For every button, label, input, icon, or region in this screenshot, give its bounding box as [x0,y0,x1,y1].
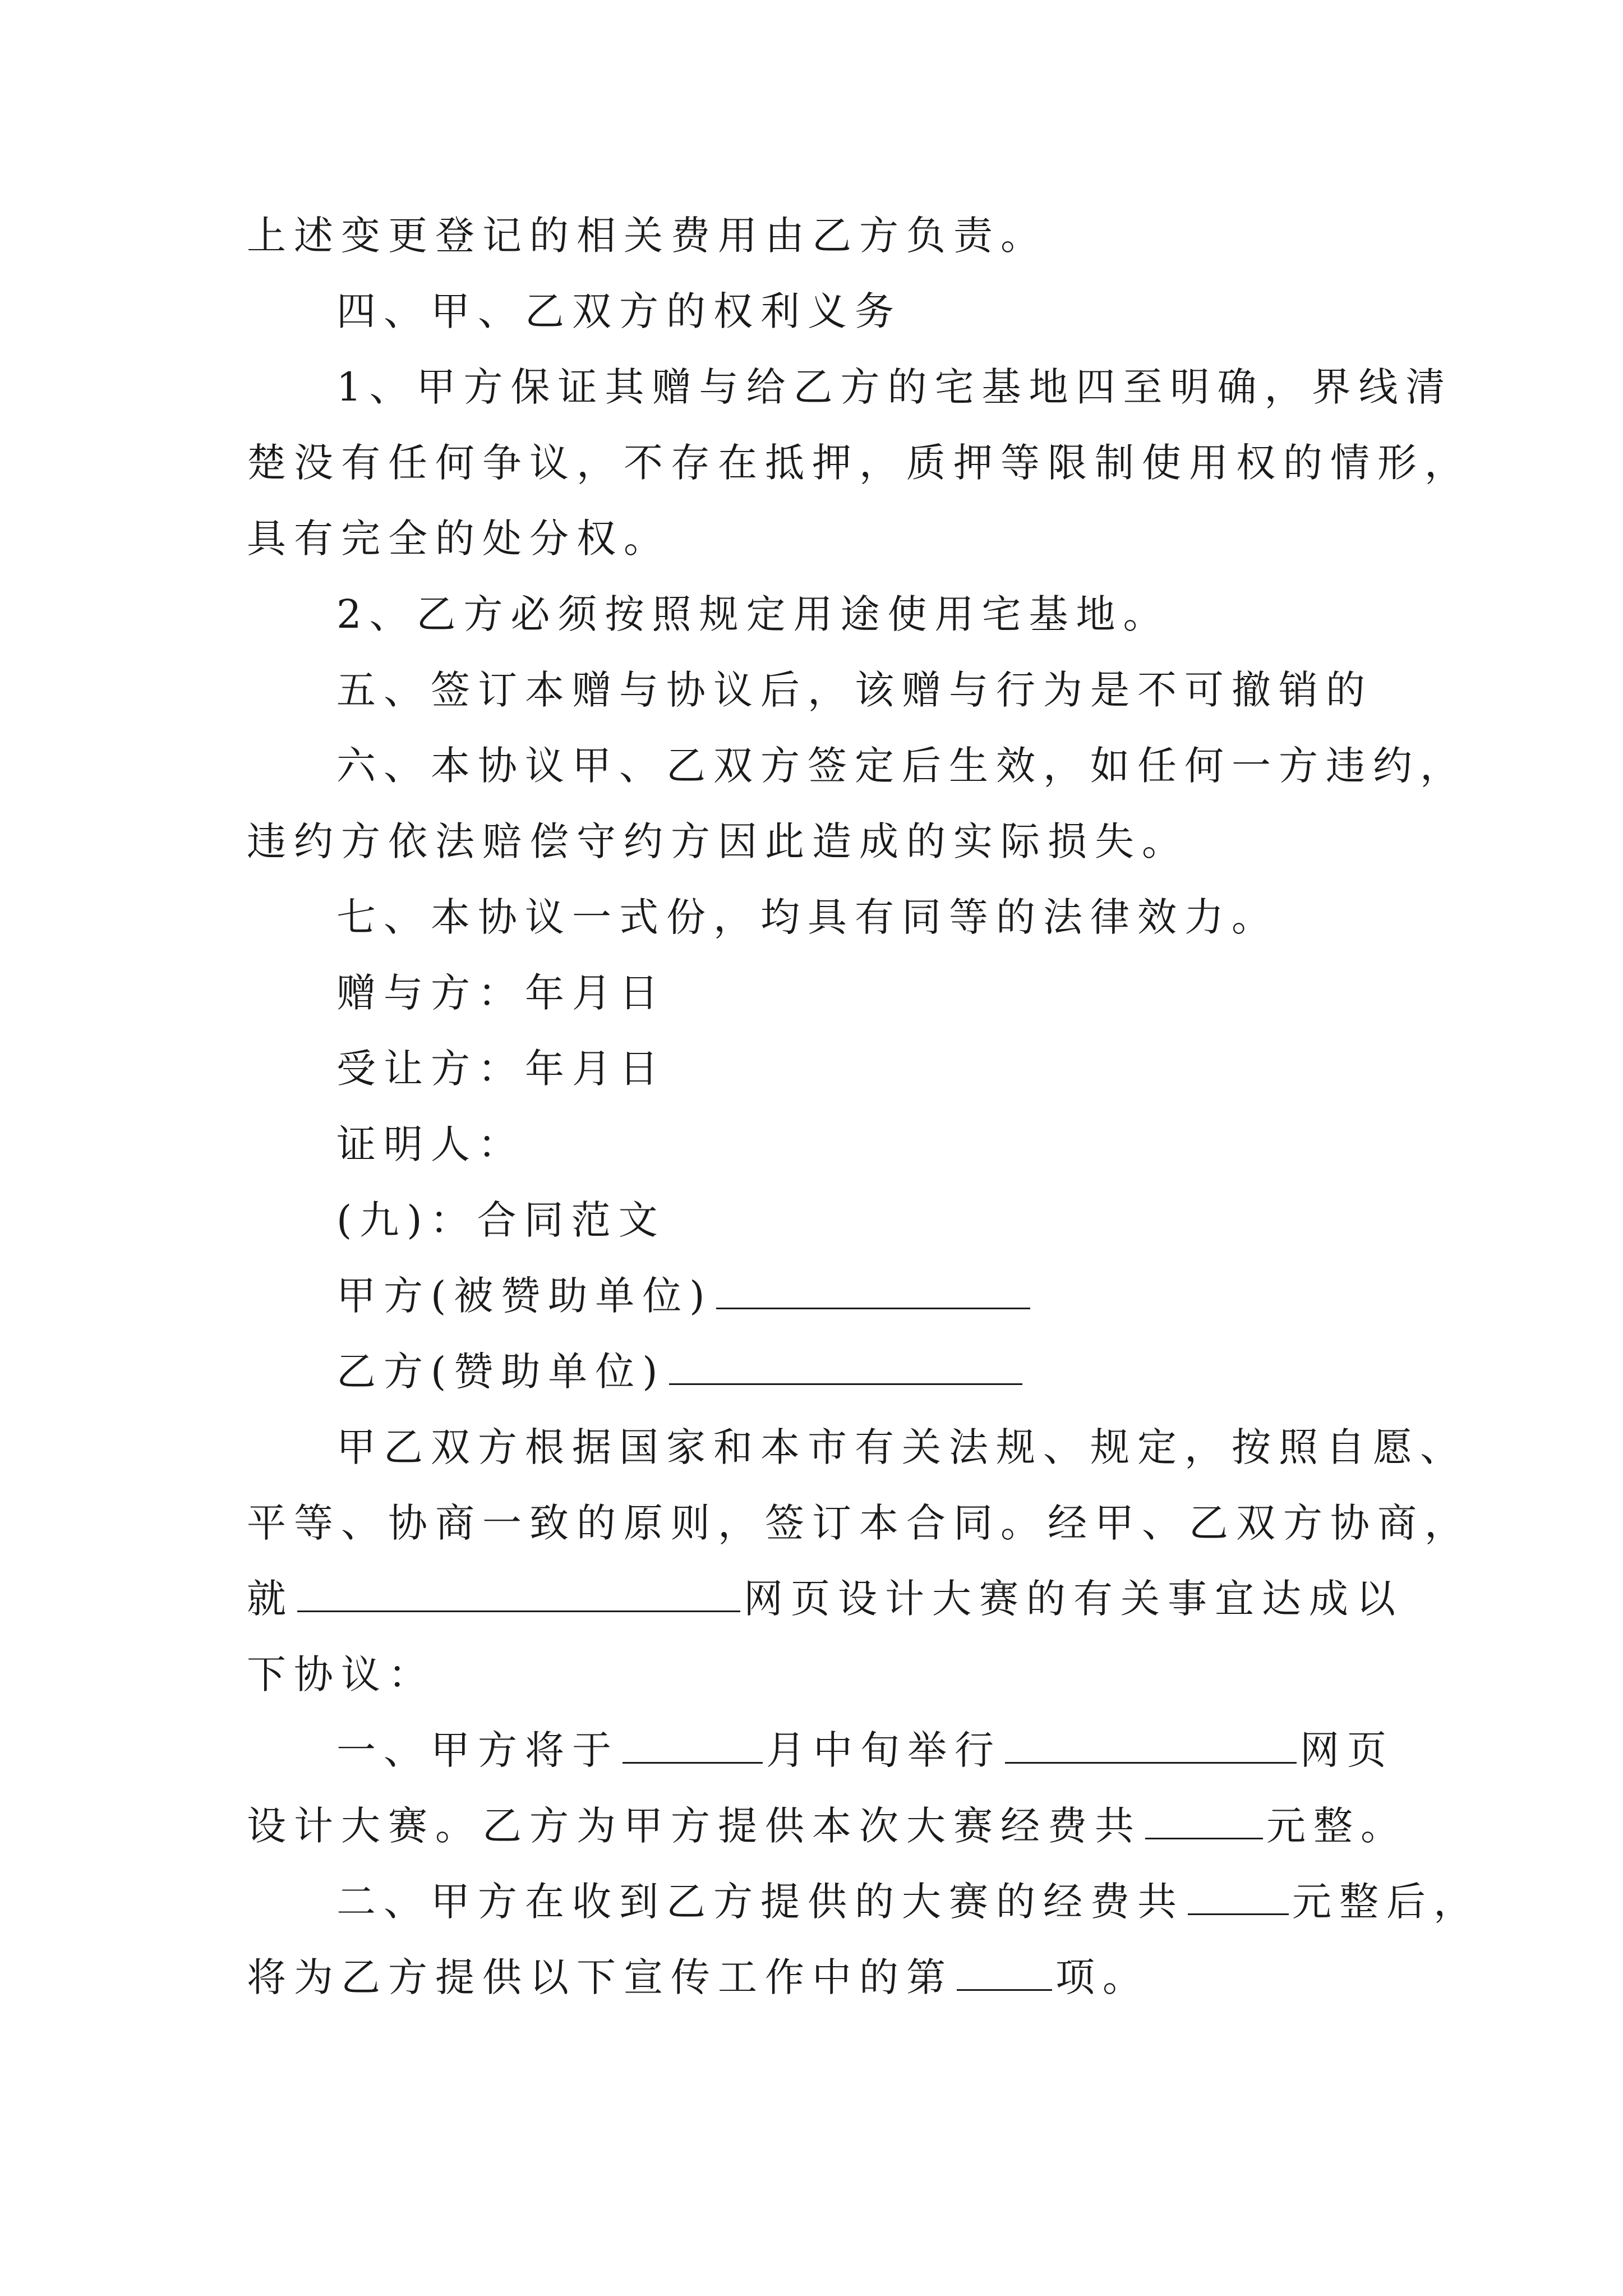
amount-blank [1145,1801,1263,1839]
paragraph-line: 六、本协议甲、乙双方签定后生效，如任何一方违约， [336,743,1467,789]
month-blank [623,1725,763,1764]
party-b-line [336,1343,1026,1400]
clause-1-text: 一、甲方将于 [336,1727,619,1773]
section-title: (九)：合同范文 [336,1197,666,1243]
paragraph-line: 具有完全的处分权。 [247,516,671,562]
party-a-blank [716,1271,1030,1309]
clause-1-text: 网页 [1300,1727,1394,1773]
party-a-label: 甲方(被赞助单位) [336,1273,713,1319]
paragraph-line: 2、乙方必须按照规定用途使用宅基地。 [336,591,1170,637]
paragraph-line: 上述变更登记的相关费用由乙方负责。 [247,213,1048,259]
section-heading: 四、甲、乙双方的权利义务 [336,288,902,334]
paragraph-line: 七、本协议一式份，均具有同等的法律效力。 [336,894,1279,940]
party-b-blank [669,1346,1022,1385]
clause-2-line [247,1949,1150,2005]
amount-blank [1188,1876,1289,1915]
clause-2-text: 元整后， [1292,1879,1481,1925]
clause-2-text: 项。 [1055,1954,1150,2000]
paragraph-line: 违约方依法赔偿守约方因此造成的实际损失。 [247,818,1189,864]
item-number-blank [957,1952,1052,1991]
event-blank [1005,1725,1297,1764]
clause-2-line [336,1874,1481,1930]
clause-1-line [336,1722,1394,1778]
section-heading: 五、签订本赠与协议后，该赠与行为是不可撤销的 [336,667,1373,713]
clause-2-text: 将为乙方提供以下宣传工作中的第 [247,1954,953,2000]
signature-line-recipient: 受让方：年月日 [336,1046,666,1092]
paragraph-line: 1、甲方保证其赠与给乙方的宅基地四至明确，界线清 [336,364,1453,410]
paragraph-line: 下协议： [247,1651,435,1697]
paragraph-line: 平等、协商一致的原则，签订本合同。经甲、乙双方协商， [247,1500,1472,1546]
contest-name-blank [297,1573,740,1612]
clause-2-text: 二、甲方在收到乙方提供的大赛的经费共 [336,1879,1184,1925]
clause-1-text: 设计大赛。乙方为甲方提供本次大赛经费共 [247,1803,1142,1849]
clause-1-text: 元整。 [1266,1803,1408,1849]
intro-suffix: 网页设计大赛的有关事宜达成以 [744,1576,1403,1622]
intro-prefix: 就 [247,1576,294,1622]
clause-1-text: 月中旬举行 [766,1727,1002,1773]
party-b-label: 乙方(赞助单位) [336,1349,666,1395]
clause-1-line [247,1798,1408,1854]
paragraph-line: 楚没有任何争议，不存在抵押，质押等限制使用权的情形， [247,440,1472,486]
paragraph-line: 甲乙双方根据国家和本市有关法规、规定，按照自愿、 [336,1424,1467,1470]
signature-line-donor: 赠与方：年月日 [336,970,666,1016]
signature-line-witness: 证明人： [336,1121,525,1167]
party-a-line [336,1268,1034,1324]
paragraph-line [247,1571,1403,1627]
